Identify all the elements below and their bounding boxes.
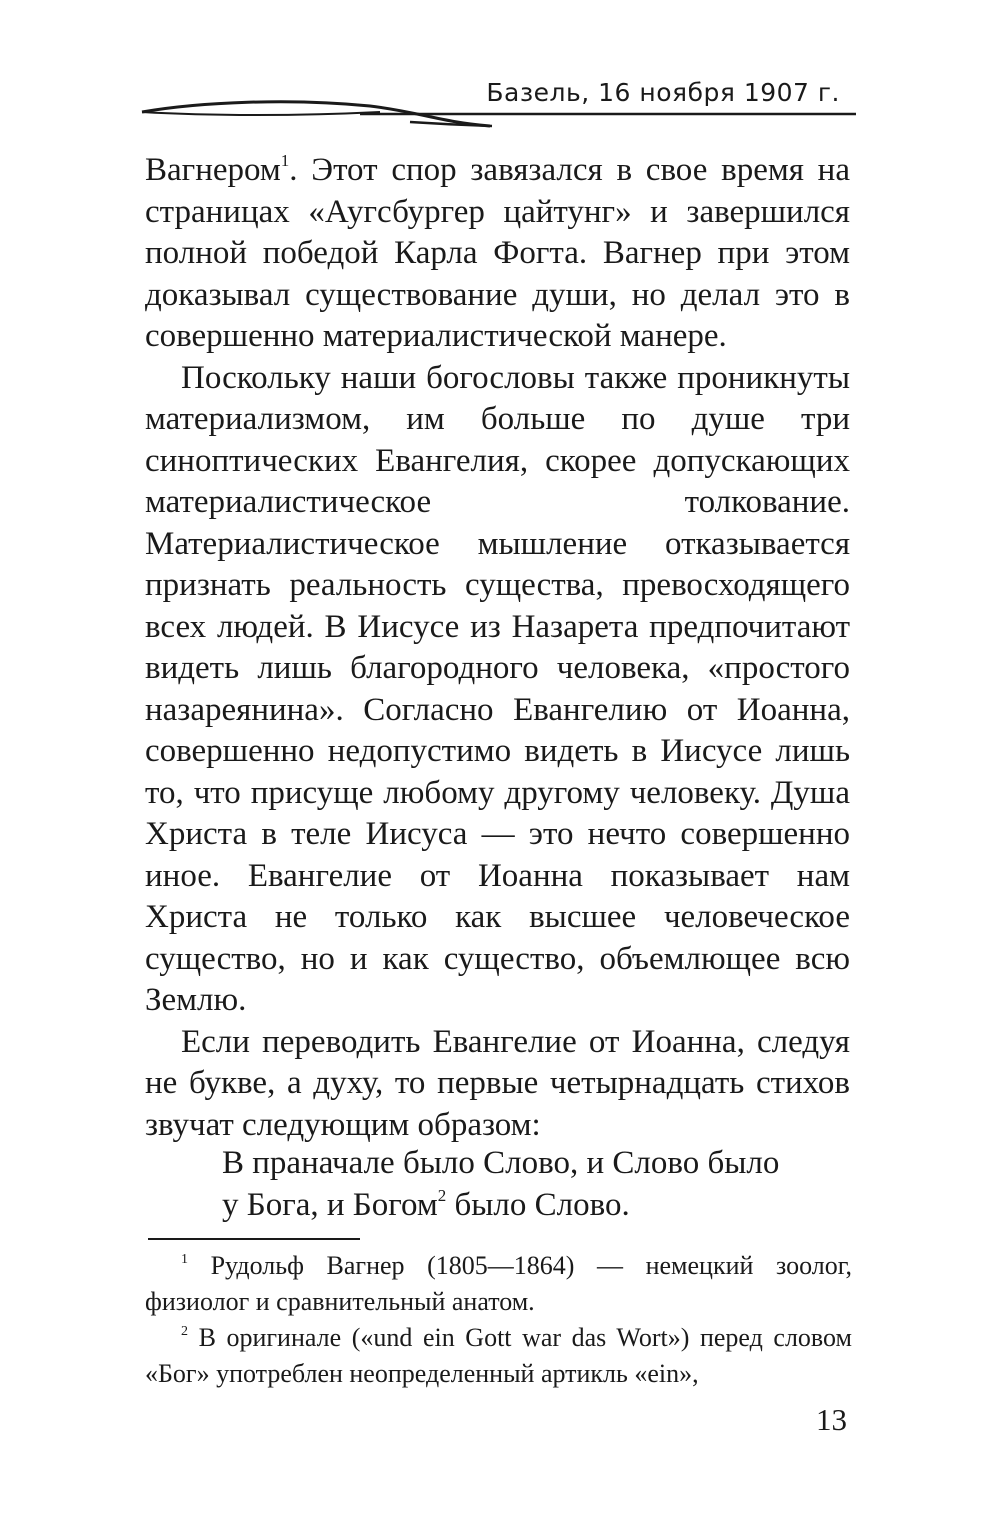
footnote-ref-1: 1 <box>280 151 290 170</box>
quote-line-1: В праначале было Слово, и Слово было <box>222 1145 780 1181</box>
paragraph-3: Если переводить Евангелие от Иоанна, следуя не букве, а духу, то первые четырнадцать стихов звучат следующим образом: <box>145 1023 850 1143</box>
gospel-quote <box>222 1143 862 1226</box>
main-text <box>145 150 850 1146</box>
running-title: Базель, 16 ноября 1907 г. <box>486 78 840 107</box>
header-ornament-rule <box>140 100 860 140</box>
footnote-2: $^2$ В оригинале («und ein Gott war das Wort») перед словом «Бог» употреблен неопределенный артикль «ein», <box>145 1323 852 1388</box>
footnotes <box>145 1248 852 1392</box>
footnote-1: $^1$ Рудольф Вагнер (1805—1864) — немецкий зоолог, физиолог и сравнительный анатом. <box>145 1251 852 1316</box>
footnote-ref-2: 2 <box>437 1185 447 1205</box>
footnote-separator <box>148 1238 360 1240</box>
page-number: 13 <box>816 1402 847 1437</box>
quote-line-2: у Бога, и Богом$^2$ было Слово. <box>222 1185 630 1223</box>
paragraph-1: Вагнером$^1$. Этот спор завязался в свое время на страницах «Аугсбургер цайтунг» и завершился полной победой Карла Фогта. Вагнер при этом доказывал существование души, но делал это в совершенно материалистической манере. <box>145 151 850 354</box>
paragraph-2: Поскольку наши богословы также проникнуты материализмом, им больше по душе три синоптических Евангелия, скорее допускающих материалистическое толкование. Материалистическое мышление отказывается признать реальность существа, превосходящего всех людей. В Иисусе из Назарета предпочитают видеть лишь благородного человека, «простого назареянина». Согласно Евангелию от Иоанна, совершенно недопустимо видеть в Иисусе лишь то, что присуще любому другому человеку. Душа Христа в теле Иисуса — это нечто совершенно иное. Евангелие от Иоанна показывает нам Христа не только как высшее человеческое существо, но и как существо, объемлющее всю Землю. <box>145 359 850 1018</box>
